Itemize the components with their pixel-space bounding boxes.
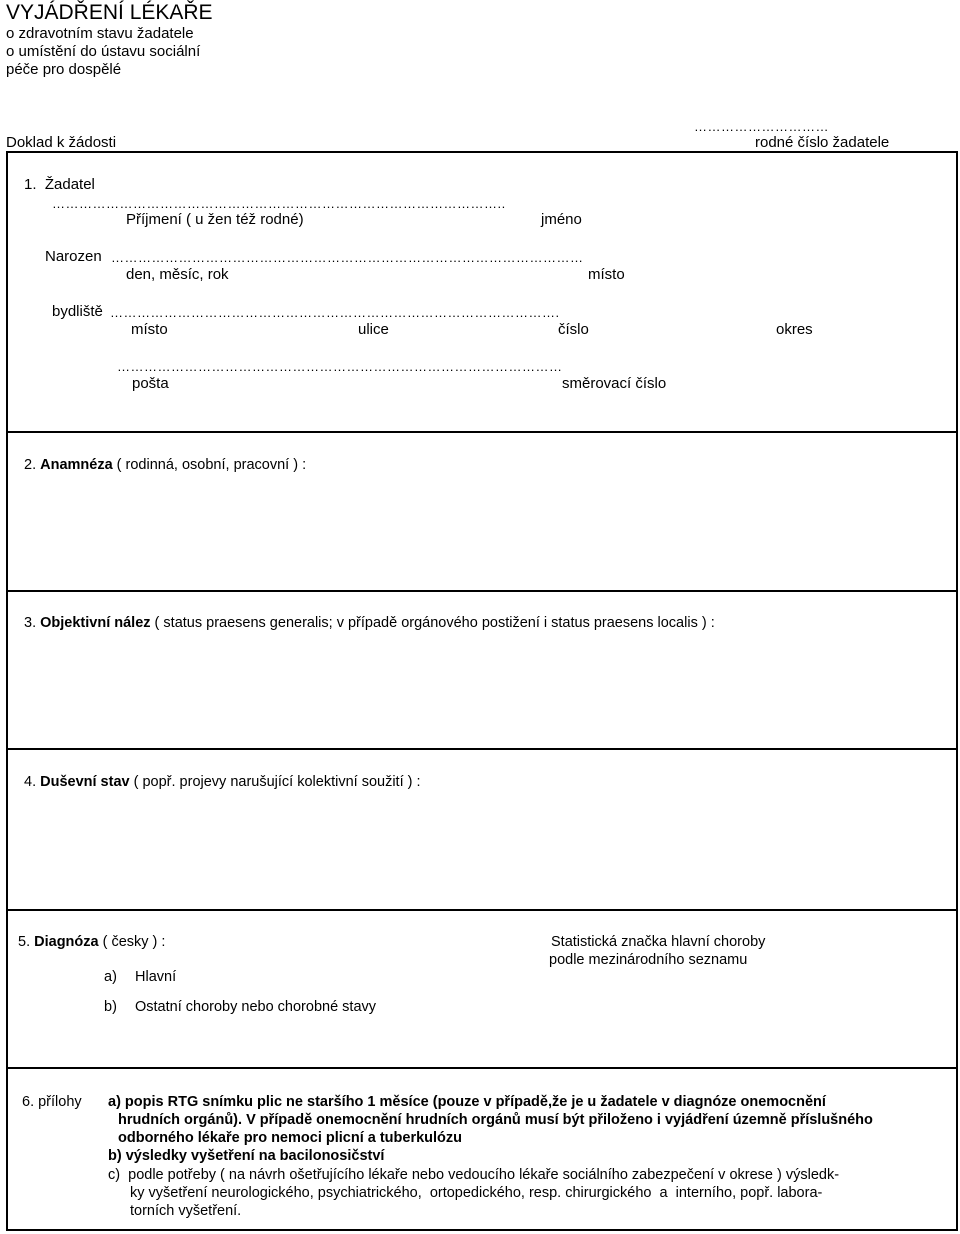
divider-4 xyxy=(6,909,958,911)
post-office-label: pošta xyxy=(132,375,169,392)
form-title: VYJÁDŘENÍ LÉKAŘE xyxy=(6,1,213,24)
section-5-title: Diagnóza xyxy=(34,934,99,950)
section-6-heading: 6. přílohy xyxy=(22,1094,82,1110)
attachment-c-line-2: ky vyšetření neurologického, psychiatrického, ortopedického, resp. chirurgického a interního, popř. labora- xyxy=(130,1185,823,1201)
section-3-heading xyxy=(24,615,715,632)
divider-5 xyxy=(6,1067,958,1069)
attachment-a-line-2: hrudních orgánů). V případě onemocnění hrudních orgánů musí být přiloženo i vyjádření územně příslušného xyxy=(118,1112,873,1128)
house-number-label: číslo xyxy=(558,321,589,338)
attachment-a-line-1: a) popis RTG snímku plic ne staršího 1 měsíce (pouze v případě,že je u žadatele v diagnóze onemocnění xyxy=(108,1094,826,1110)
objective-finding-field[interactable] xyxy=(8,634,956,746)
section-2-note: ( rodinná, osobní, pracovní ) : xyxy=(112,457,307,473)
section-4-number: 4. xyxy=(24,774,41,790)
attachment-a-line-3: odborného lékaře pro nemoci plicní a tuberkulózu xyxy=(118,1130,463,1146)
diagnosis-b-marker: b) xyxy=(104,999,117,1015)
section-3-note: ( status praesens generalis; v případě orgánového postižení i status praesens localis ) : xyxy=(150,615,715,631)
divider-3 xyxy=(6,748,958,750)
residence-label: bydliště xyxy=(52,303,103,320)
section-3-title: Objektivní nález xyxy=(40,615,151,631)
section-2-number: 2. xyxy=(24,457,41,473)
stat-code-label-line-1: Statistická značka hlavní choroby xyxy=(551,934,766,950)
main-diagnosis-label: Hlavní xyxy=(135,969,177,985)
form-subtitle-line-3: péče pro dospělé xyxy=(6,61,122,78)
attachment-c-line-1: c) podle potřeby ( na návrh ošetřujícího lékaře nebo vedoucího lékaře sociálního zabezpečení v okrese ) výsledk- xyxy=(108,1167,840,1183)
zip-code-label: směrovací číslo xyxy=(562,375,667,392)
birth-date-label: den, měsíc, rok xyxy=(126,266,229,283)
birth-number-label: rodné číslo žadatele xyxy=(755,134,890,151)
section-4-note: ( popř. projevy narušující kolektivní soužití ) : xyxy=(129,774,421,790)
form-subtitle-line-2: o umístění do ústavu sociální xyxy=(6,43,201,60)
section-2-title: Anamnéza xyxy=(40,457,113,473)
other-diagnoses-label: Ostatní choroby nebo chorobné stavy xyxy=(135,999,377,1015)
section-3-number: 3. xyxy=(24,615,41,631)
born-field[interactable]: …………………………………………………………………………………………… xyxy=(111,250,584,265)
divider-1 xyxy=(6,431,958,433)
residence-field[interactable]: ………………………………………………………………………………………. xyxy=(110,305,560,320)
born-label: Narozen xyxy=(45,248,102,265)
section-1-heading: 1. Žadatel xyxy=(24,176,95,193)
form-subtitle-line-1: o zdravotním stavu žadatele xyxy=(6,25,194,42)
birth-number-field[interactable]: ………………………… xyxy=(694,119,829,134)
attachment-b-line: b) výsledky vyšetření na bacilonosičství xyxy=(108,1148,385,1164)
surname-label: Příjmení ( u žen též rodné) xyxy=(126,211,304,228)
section-5-heading xyxy=(18,934,165,951)
section-2-heading xyxy=(24,457,306,474)
stat-code-label-line-2: podle mezinárodního seznamu xyxy=(549,952,748,968)
section-5-number: 5. xyxy=(18,934,35,950)
post-field[interactable]: ……………………………………………………………………………………… xyxy=(117,359,563,374)
section-4-title: Duševní stav xyxy=(40,774,130,790)
divider-2 xyxy=(6,590,958,592)
doklad-label: Doklad k žádosti xyxy=(6,134,117,151)
mental-state-field[interactable] xyxy=(8,793,956,907)
district-label: okres xyxy=(776,321,813,338)
section-5-note: ( česky ) : xyxy=(98,934,166,950)
section-4-heading xyxy=(24,774,421,791)
birth-place-label: místo xyxy=(588,266,625,283)
firstname-label: jméno xyxy=(541,211,582,228)
residence-place-label: místo xyxy=(131,321,168,338)
diagnosis-a-marker: a) xyxy=(104,969,117,985)
anamnesis-field[interactable] xyxy=(8,476,956,588)
street-label: ulice xyxy=(358,321,389,338)
name-field[interactable]: ……………………………………………………………………………………….. xyxy=(52,196,506,211)
attachment-c-line-3: torních vyšetření. xyxy=(130,1203,242,1219)
